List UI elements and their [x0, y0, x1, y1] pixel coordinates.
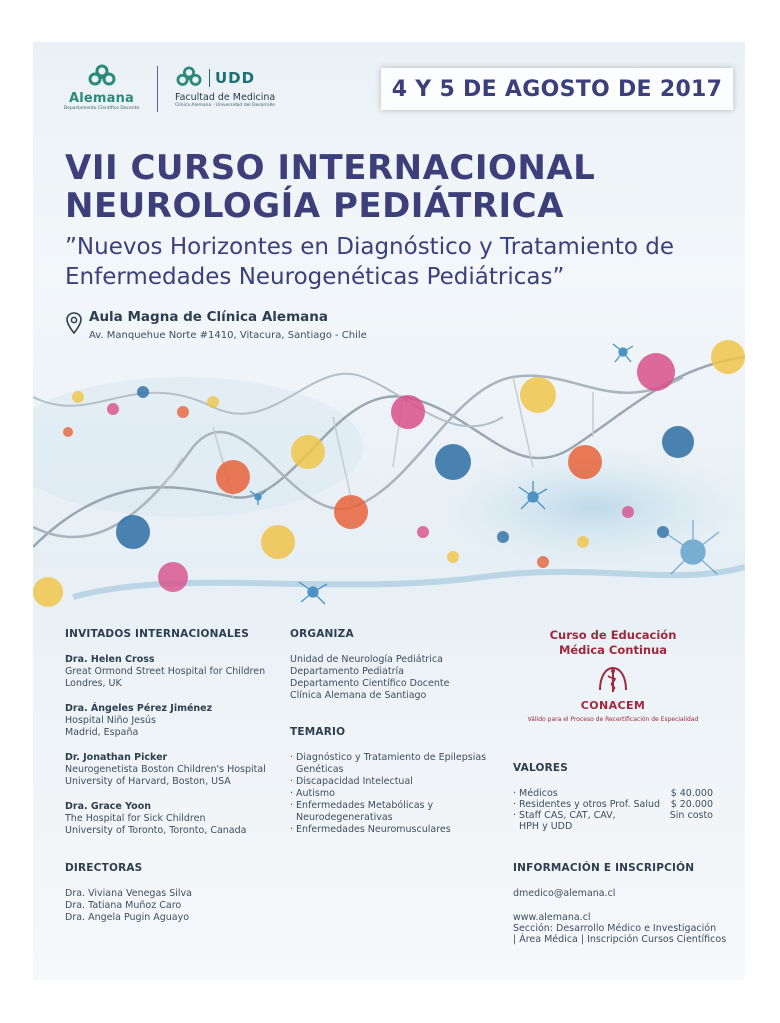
venue-name: Aula Magna de Clínica Alemana — [89, 309, 328, 325]
temario-line-7: · Enfermedades Neuromusculares — [290, 824, 451, 835]
invitado-1-line1: Great Ormond Street Hospital for Children — [65, 666, 266, 677]
organiza-line-2: Departamento Pediatría — [290, 666, 404, 677]
course-title-line2: NEUROLOGÍA PEDIÁTRICA — [65, 186, 564, 226]
directora-3: Dra. Angela Pugin Aguayo — [65, 912, 190, 923]
poster — [33, 42, 745, 980]
organiza-heading: ORGANIZA — [290, 628, 354, 640]
logo-divider — [157, 66, 158, 112]
valor-label: HPH y UDD — [513, 821, 573, 832]
subtitle-line2: Enfermedades Neurogenéticas Pediátricas” — [65, 264, 565, 290]
cme-line2: Médica Continua — [558, 643, 668, 657]
valor-label: · Médicos — [513, 788, 558, 799]
invitado-4-name: Dra. Grace Yoon — [65, 801, 151, 812]
directora-1: Dra. Viviana Venegas Silva — [65, 888, 193, 899]
conacem-name: CONACEM — [580, 699, 646, 712]
date-banner: 4 Y 5 DE AGOSTO DE 2017 — [381, 68, 733, 110]
valor-row — [513, 821, 713, 832]
course-subtitle — [65, 232, 725, 292]
invitado-1-line2: Londres, UK — [65, 678, 122, 689]
udd-wordmark: UDD — [209, 69, 255, 87]
info-line1: Sección: Desarrollo Médico e Investigación — [513, 923, 717, 934]
valores-heading: VALORES — [513, 762, 569, 774]
invitado-3-line2: University of Harvard, Boston, USA — [65, 776, 231, 787]
alemana-flower-icon — [87, 64, 117, 90]
valor-price: $ 20.000 — [670, 799, 713, 810]
valor-label: · Residentes y otros Prof. Salud — [513, 799, 661, 810]
info-email[interactable]: dmedico@alemana.cl — [513, 888, 616, 899]
temario-line-1: · Diagnóstico y Tratamiento de Epilepsias — [290, 752, 487, 763]
temario-line-5: · Enfermedades Metabólicas y — [290, 800, 434, 811]
invitado-2-name: Dra. Ángeles Pérez Jiménez — [65, 703, 213, 714]
invitado-1-name: Dra. Helen Cross — [65, 654, 155, 665]
invitado-2-line2: Madrid, España — [65, 727, 139, 738]
cme-line1: Curso de Educación — [549, 628, 677, 642]
alemana-sub: Departamento Científico Docente — [63, 106, 140, 111]
facultad-logo — [175, 66, 295, 108]
dna-neuron-illustration — [33, 297, 745, 627]
conacem-note: Válido para el Proceso de Recertificación de Especialidad — [527, 716, 699, 723]
info-heading: INFORMACIÓN E INSCRIPCIÓN — [513, 862, 695, 874]
temario-line-2: Genéticas — [290, 764, 344, 775]
subtitle-line1: ”Nuevos Horizontes en Diagnóstico y Tratamiento de — [65, 234, 675, 260]
valor-row — [513, 810, 713, 821]
temario-line-6: Neurodegenerativas — [290, 812, 393, 823]
alemana-name: Alemana — [68, 91, 135, 106]
invitado-4-line2: University of Toronto, Toronto, Canada — [65, 825, 247, 836]
info-web[interactable]: www.alemana.cl — [513, 912, 591, 923]
conacem-seal — [503, 664, 723, 723]
facultad-sub: Clínica Alemana · Universidad del Desarrollo — [175, 103, 275, 108]
valor-price: Sin costo — [669, 810, 713, 821]
invitado-2-line1: Hospital Niño Jesús — [65, 715, 156, 726]
temario-heading: TEMARIO — [290, 726, 346, 738]
temario-line-4: · Autismo — [290, 788, 335, 799]
directora-2: Dra. Tatiana Muñoz Caro — [65, 900, 182, 911]
cme-title — [503, 628, 723, 658]
info-line2: | Área Médica | Inscripción Cursos Científicos — [513, 934, 727, 945]
facultad-name: Facultad de Medicina — [175, 92, 276, 103]
invitado-4-line1: The Hospital for Sick Children — [65, 813, 206, 824]
caduceus-icon — [596, 664, 630, 694]
course-title-line1: VII CURSO INTERNACIONAL — [65, 148, 596, 188]
valor-row — [513, 799, 713, 810]
organiza-line-4: Clínica Alemana de Santiago — [290, 690, 427, 701]
valor-row — [513, 788, 713, 799]
organiza-line-3: Departamento Científico Docente — [290, 678, 450, 689]
invitados-heading: INVITADOS INTERNACIONALES — [65, 628, 249, 640]
organiza-line-1: Unidad de Neurología Pediátrica — [290, 654, 443, 665]
invitado-3-name: Dr. Jonathan Picker — [65, 752, 168, 763]
temario-line-3: · Discapacidad Intelectual — [290, 776, 413, 787]
udd-flower-icon — [175, 66, 203, 90]
invitado-3-line1: Neurogenetista Boston Children's Hospital — [65, 764, 266, 775]
valor-price: $ 40.000 — [670, 788, 713, 799]
venue-address: Av. Manquehue Norte #1410, Vitacura, Santiago - Chile — [89, 330, 367, 341]
directoras-heading: DIRECTORAS — [65, 862, 143, 874]
clinica-alemana-logo — [59, 64, 144, 111]
valor-label: · Staff CAS, CAT, CAV, — [513, 810, 616, 821]
